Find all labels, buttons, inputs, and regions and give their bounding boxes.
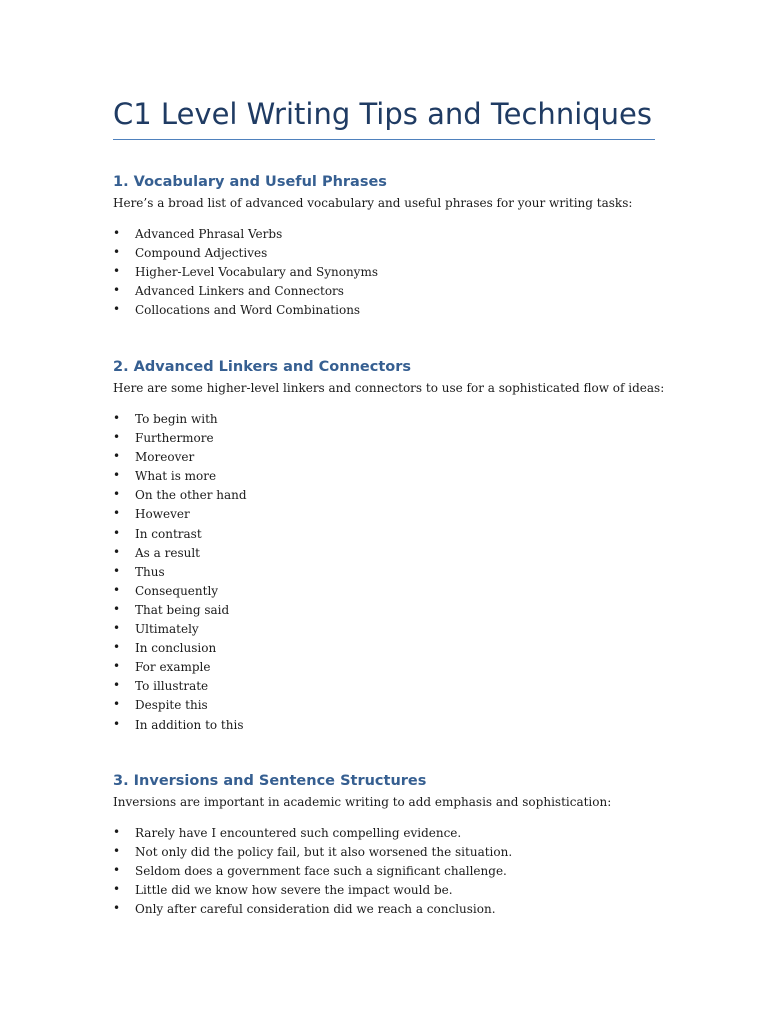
- list-item-text: To begin with: [135, 412, 218, 426]
- bullet-icon: •: [113, 525, 121, 540]
- list-item: [113, 843, 655, 862]
- bullet-icon: •: [113, 468, 121, 483]
- list-item-text: In contrast: [135, 526, 202, 541]
- bullet-icon: •: [113, 825, 121, 839]
- list-item: [113, 429, 655, 448]
- bullet-icon: •: [113, 863, 121, 878]
- list-item-text: As a result: [135, 545, 200, 560]
- list-item-text: Moreover: [135, 450, 195, 465]
- list-item: [113, 282, 655, 301]
- list-item-text: Consequently: [135, 583, 219, 598]
- page-title: C1 Level Writing Tips and Techniques: [113, 97, 652, 131]
- section-intro: Here’s a broad list of advanced vocabulary and useful phrases for your writing tasks:: [113, 196, 633, 210]
- bullet-icon: •: [113, 844, 121, 859]
- list-item: [113, 601, 655, 620]
- list-item: [113, 263, 655, 282]
- bullet-icon: •: [113, 264, 121, 279]
- list-item-text: To illustrate: [135, 679, 209, 694]
- section-intro: Here are some higher-level linkers and connectors to use for a sophisticated flow of ideas:: [113, 381, 665, 395]
- bullet-icon: •: [113, 582, 121, 597]
- bullet-icon: •: [113, 506, 121, 521]
- list-item: [113, 677, 655, 696]
- bullet-icon: •: [113, 283, 121, 298]
- list-item: [113, 525, 655, 544]
- bullet-icon: •: [113, 697, 121, 712]
- list-item: [113, 410, 655, 429]
- list-item: [113, 881, 655, 900]
- list-item-text: Seldom does a government face such a significant challenge.: [135, 864, 507, 879]
- bullet-icon: •: [113, 430, 121, 445]
- list-item: [113, 582, 655, 601]
- bullet-icon: •: [113, 640, 121, 655]
- list-item: [113, 862, 655, 881]
- bullet-icon: •: [113, 716, 121, 731]
- list-item: [113, 544, 655, 563]
- list-item: [113, 824, 655, 843]
- bullet-icon: •: [113, 487, 121, 502]
- bullet-icon: •: [113, 601, 121, 616]
- section-inversions: [113, 771, 655, 919]
- list-item-text: What is more: [135, 469, 217, 484]
- section-vocabulary: [113, 172, 655, 320]
- list-item-text: On the other hand: [135, 488, 247, 503]
- list-item-text: In addition to this: [135, 717, 244, 732]
- bullet-icon: •: [113, 544, 121, 559]
- list-item: [113, 563, 655, 582]
- list-item-text: Despite this: [135, 698, 208, 713]
- list-item-text: However: [135, 507, 190, 522]
- title-divider: [113, 139, 655, 140]
- section-intro: Inversions are important in academic writing to add emphasis and sophistication:: [113, 795, 612, 809]
- list-item-text: Advanced Phrasal Verbs: [135, 227, 283, 241]
- list-item: [113, 639, 655, 658]
- list-item: [113, 486, 655, 505]
- bullet-icon: •: [113, 678, 121, 693]
- list-item: [113, 696, 655, 715]
- list-item-text: That being said: [135, 602, 230, 617]
- bullet-icon: •: [113, 411, 121, 425]
- bullet-icon: •: [113, 621, 121, 636]
- section-heading: 3. Inversions and Sentence Structures: [113, 773, 427, 789]
- list-item-text: Rarely have I encountered such compelling evidence.: [135, 826, 462, 840]
- list-item-text: Compound Adjectives: [135, 246, 268, 261]
- list-item-text: Advanced Linkers and Connectors: [135, 284, 344, 299]
- bullet-list: [113, 410, 655, 735]
- bullet-icon: •: [113, 901, 121, 916]
- bullet-icon: •: [113, 302, 121, 317]
- section-heading: 1. Vocabulary and Useful Phrases: [113, 174, 387, 190]
- list-item-text: In conclusion: [135, 641, 217, 656]
- bullet-icon: •: [113, 659, 121, 674]
- list-item: [113, 301, 655, 320]
- list-item-text: For example: [135, 660, 211, 675]
- bullet-icon: •: [113, 882, 121, 897]
- bullet-icon: •: [113, 449, 121, 464]
- bullet-list: [113, 225, 655, 320]
- list-item-text: Little did we know how severe the impact would be.: [135, 883, 453, 898]
- bullet-icon: •: [113, 245, 121, 260]
- list-item-text: Only after careful consideration did we reach a conclusion.: [135, 902, 496, 917]
- list-item: [113, 225, 655, 244]
- list-item: [113, 244, 655, 263]
- list-item: [113, 620, 655, 639]
- list-item-text: Ultimately: [135, 622, 199, 637]
- list-item: [113, 716, 655, 735]
- list-item-text: Higher-Level Vocabulary and Synonyms: [135, 265, 378, 280]
- list-item: [113, 900, 655, 919]
- list-item-text: Furthermore: [135, 431, 214, 446]
- bullet-list: [113, 824, 655, 919]
- list-item: [113, 448, 655, 467]
- list-item-text: Collocations and Word Combinations: [135, 303, 361, 318]
- section-heading: 2. Advanced Linkers and Connectors: [113, 359, 412, 375]
- section-linkers: [113, 357, 665, 735]
- bullet-icon: •: [113, 226, 121, 240]
- list-item: [113, 658, 655, 677]
- list-item: [113, 505, 655, 524]
- list-item: [113, 467, 655, 486]
- list-item-text: Thus: [135, 564, 165, 579]
- list-item-text: Not only did the policy fail, but it also worsened the situation.: [135, 845, 513, 860]
- bullet-icon: •: [113, 563, 121, 578]
